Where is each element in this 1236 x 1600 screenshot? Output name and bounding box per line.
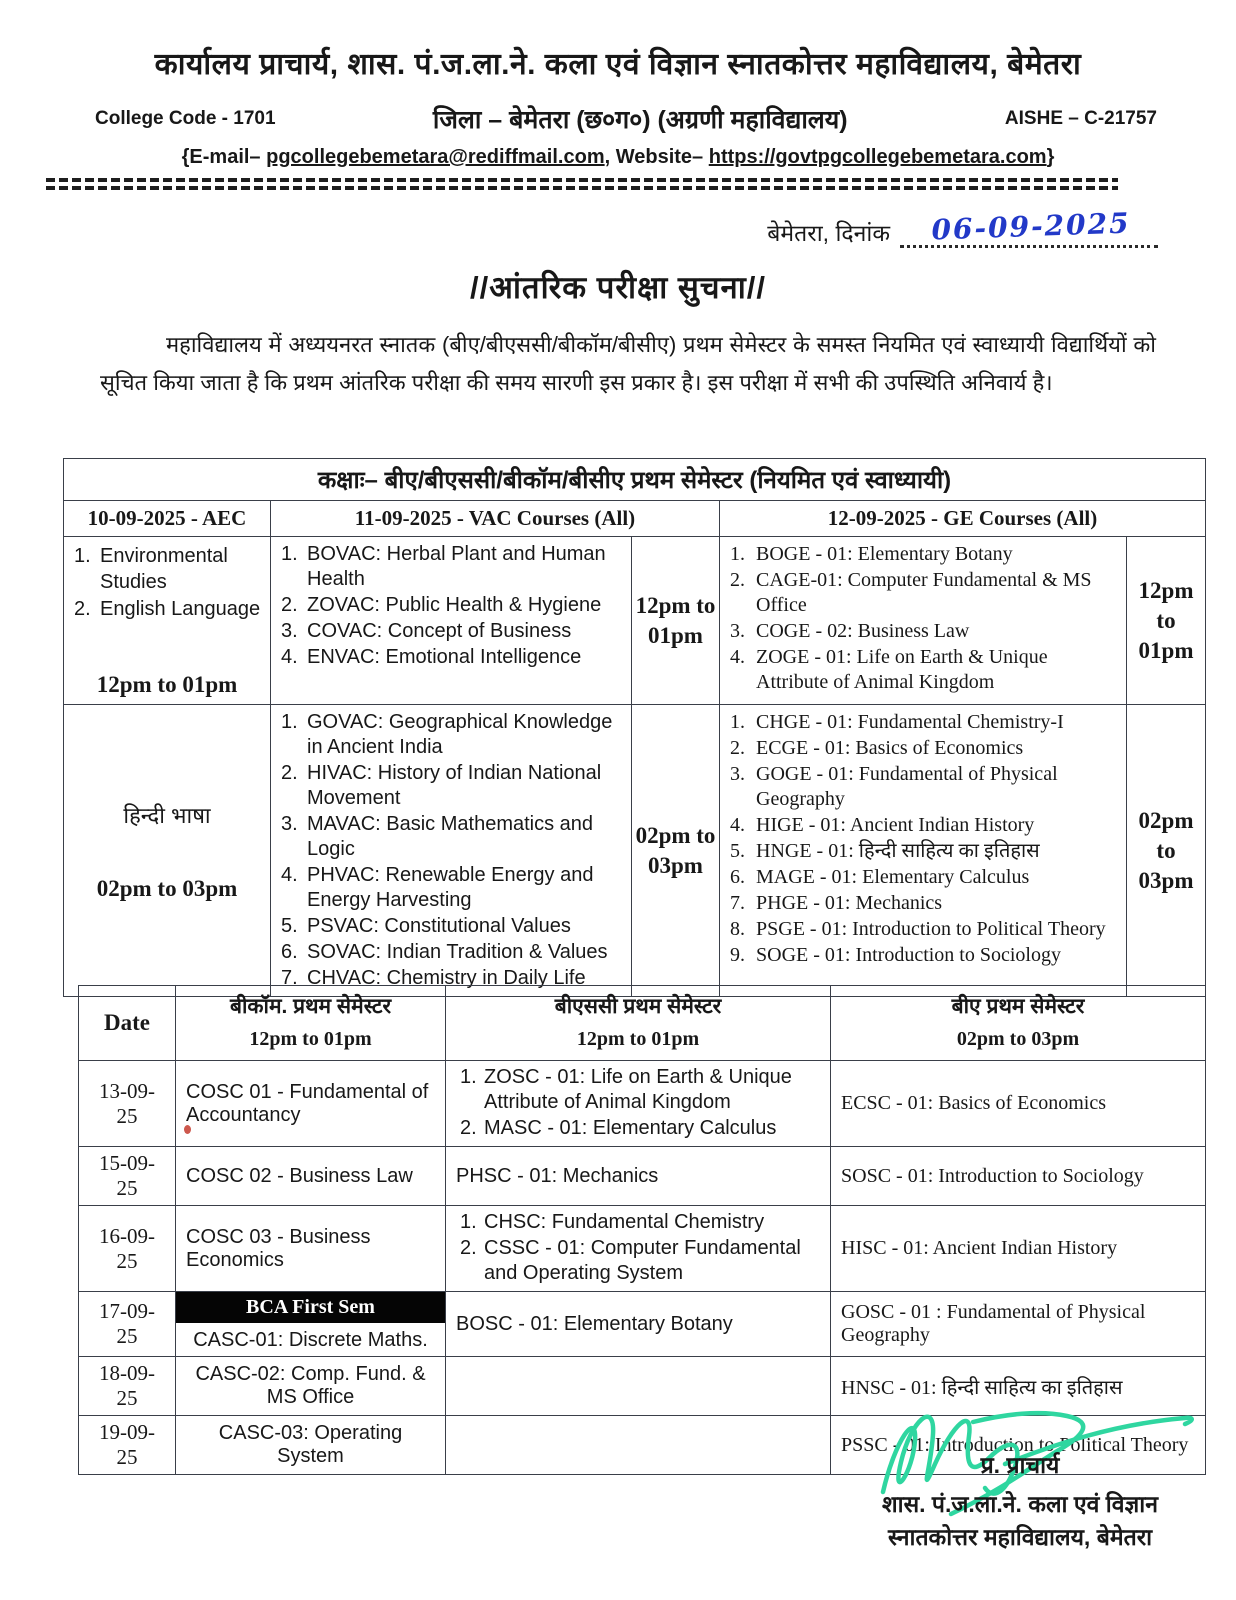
ge-courses-cell: [720, 537, 1127, 705]
hindi-subject-cell: [64, 705, 271, 997]
vac-time-cell-2: 02pm to 03pm: [632, 705, 720, 997]
ba-cell: ECSC - 01: Basics of Economics: [831, 1061, 1206, 1147]
ba-cell: HISC - 01: Ancient Indian History: [831, 1206, 1206, 1292]
bcom-cell: COSC 01 - Fundamental of Accountancy: [176, 1061, 446, 1147]
bca-first-sem-band: BCA First Sem: [176, 1292, 445, 1323]
list-item: CHSC: Fundamental Chemistry: [484, 1211, 765, 1233]
list-item: HIVAC: History of Indian National Movement: [307, 762, 602, 809]
vac-course-list: [275, 542, 627, 670]
list-item: SOVAC: Indian Tradition & Values: [307, 941, 608, 963]
bcom-cell: COSC 02 - Business Law: [176, 1147, 446, 1206]
ba-cell: GOSC - 01 : Fundamental of Physical Geography: [831, 1292, 1206, 1357]
row-date: 19-09-25: [79, 1416, 176, 1475]
list-item: CHVAC: Chemistry in Daily Life: [307, 967, 586, 989]
bsc-cell: [446, 1061, 831, 1147]
date-line: [767, 206, 1158, 248]
bsc-header-label: बीएससी प्रथम सेमेस्टर: [554, 995, 722, 1018]
email-text: pgcollegebemetara@rediffmail.com: [266, 146, 605, 168]
website-text: https://govtpgcollegebemetara.com: [708, 146, 1047, 168]
list-item: BOVAC: Herbal Plant and Human Health: [307, 543, 606, 590]
notice-title: //आंतरिक परीक्षा सुचना//: [470, 270, 766, 305]
ge-course-list-2: [724, 710, 1122, 968]
bsc-cell: BOSC - 01: Elementary Botany: [446, 1292, 831, 1357]
handwritten-date: 06-09-2025: [930, 206, 1132, 247]
list-item: ENVAC: Emotional Intelligence: [307, 646, 582, 668]
list-item: BOGE - 01: Elementary Botany: [756, 543, 1013, 565]
list-item: ZOVAC: Public Health & Hygiene: [307, 594, 602, 616]
bsc-cell: [446, 1357, 831, 1416]
list-item: ZOGE - 01: Life on Earth & Unique Attribute of Animal Kingdom: [756, 646, 1048, 693]
list-item: Environmental Studies: [100, 545, 228, 593]
date-dotted-line: [900, 206, 1158, 248]
vac-courses-cell: [271, 537, 632, 705]
bcom-header-label: बीकॉम. प्रथम सेमेस्टर: [229, 995, 392, 1018]
list-item: CAGE-01: Computer Fundamental & MS Office: [756, 569, 1092, 616]
table2-header-ba: [831, 986, 1206, 1061]
intro-paragraph: महाविद्यालय में अध्ययनरत स्नातक (बीए/बीएससी/बीकॉम/बीसीए) प्रथम सेमेस्टर के समस्त नियमित एवं स्वाध्यायी विद्यार्थियों को सूचित किया जाता है कि प्रथम आंतरिक परीक्षा की समय सारणी इस प्रकार है। इस परीक्षा में सभी की उपस्थिति अनिवार्य है।: [100, 332, 1156, 395]
list-item: COVAC: Concept of Business: [307, 620, 572, 642]
row-date: 15-09-25: [79, 1147, 176, 1206]
table2-header-bcom: [176, 986, 446, 1061]
list-item: CHGE - 01: Fundamental Chemistry-I: [756, 711, 1064, 733]
bsc-header-time: 12pm to 01pm: [576, 1028, 700, 1050]
bcom-header-time: 12pm to 01pm: [249, 1028, 372, 1050]
table1-title: कक्षाः– बीए/बीएससी/बीकॉम/बीसीए प्रथम सेमेस्टर (नियमित एवं स्वाध्यायी): [64, 459, 1206, 501]
signatory-org-line1: शास. पं.ज.ला.ने. कला एवं विज्ञान: [881, 1491, 1159, 1517]
list-item: PHVAC: Renewable Energy and Energy Harvesting: [307, 864, 594, 911]
bsc-cell: [446, 1206, 831, 1292]
table1-header-ge: 12-09-2025 - GE Courses (All): [720, 501, 1206, 537]
ba-header-label: बीए प्रथम सेमेस्टर: [951, 995, 1085, 1018]
list-item: GOGE - 01: Fundamental of Physical Geography: [756, 763, 1058, 810]
aec-time: 12pm to 01pm: [96, 672, 238, 697]
list-item: PHGE - 01: Mechanics: [756, 892, 943, 914]
vac-course-list-2: [275, 710, 627, 991]
signatory-org-line2: स्नातकोत्तर महाविद्यालय, बेमेतरा: [887, 1524, 1153, 1550]
contact-line: [0, 146, 1236, 169]
bcom-cell: COSC 03 - Business Economics: [176, 1206, 446, 1292]
table2-header-date: Date: [79, 986, 176, 1061]
list-item: PSVAC: Constitutional Values: [307, 915, 571, 937]
list-item: CSSC - 01: Computer Fundamental and Operating System: [484, 1237, 801, 1284]
row-date: 13-09-25: [79, 1061, 176, 1147]
ba-cell: PSSC - 01: Introduction to Political Theory: [831, 1416, 1206, 1475]
separator-line: [46, 178, 1118, 182]
hindi-subject-label: हिन्दी भाषा: [123, 802, 211, 828]
table-row: [79, 1061, 1206, 1147]
table1-header-aec: 10-09-2025 - AEC: [64, 501, 271, 537]
separator-line: [46, 186, 1118, 190]
district-line: जिला – बेमेतरा (छ०ग०) (अग्रणी महाविद्यालय): [432, 106, 848, 134]
aishe-code: AISHE – C-21757: [1004, 108, 1157, 129]
scan-artifact-mark: [184, 1125, 191, 1134]
ge-time-cell-2: 02pm to 03pm: [1127, 705, 1206, 997]
college-title: कार्यालय प्राचार्य, शास. पं.ज.ला.ने. कला एवं विज्ञान स्नातकोत्तर महाविद्यालय, बेमेतरा: [154, 48, 1082, 81]
ge-courses-cell-2: [720, 705, 1127, 997]
aec-courses-cell: [64, 537, 271, 705]
row-date: 18-09-25: [79, 1357, 176, 1416]
bsc-cell: PHSC - 01: Mechanics: [446, 1147, 831, 1206]
list-item: COGE - 02: Business Law: [756, 620, 970, 642]
contact-open: {E-mail–: [181, 146, 267, 168]
semester-schedule-table: [63, 458, 1206, 997]
signatory-designation: प्र. प्राचार्य: [980, 1452, 1060, 1478]
bsc-cell: [446, 1416, 831, 1475]
ge-time-cell: 12pm to 01pm: [1127, 537, 1206, 705]
bcom-cell: CASC-02: Comp. Fund. & MS Office: [176, 1357, 446, 1416]
bcom-cell: [176, 1292, 446, 1357]
row-date: 16-09-25: [79, 1206, 176, 1292]
bsc-course-list: [456, 1210, 820, 1286]
list-item: PSGE - 01: Introduction to Political Theory: [756, 918, 1106, 940]
aec-course-list: [68, 543, 266, 622]
table-row: [79, 1206, 1206, 1292]
list-item: SOGE - 01: Introduction to Sociology: [756, 944, 1061, 966]
signature-block: [820, 1448, 1220, 1554]
list-item: MAVAC: Basic Mathematics and Logic: [307, 813, 594, 860]
bcom-cell: CASC-03: Operating System: [176, 1416, 446, 1475]
college-code: College Code - 1701: [95, 108, 276, 129]
row-date: 17-09-25: [79, 1292, 176, 1357]
ba-header-time: 02pm to 03pm: [956, 1028, 1080, 1050]
table1-header-vac: 11-09-2025 - VAC Courses (All): [271, 501, 720, 537]
table2-header-bsc: [446, 986, 831, 1061]
list-item: GOVAC: Geographical Knowledge in Ancient India: [307, 711, 613, 758]
vac-courses-cell-2: [271, 705, 632, 997]
place-date-label: बेमेतरा, दिनांक: [767, 220, 890, 246]
list-item: English Language: [100, 598, 261, 620]
ge-course-list: [724, 542, 1122, 695]
bca-course: CASC-01: Discrete Maths.: [193, 1329, 428, 1351]
list-item: MASC - 01: Elementary Calculus: [484, 1117, 777, 1139]
ba-cell: HNSC - 01: हिन्दी साहित्य का इतिहास: [831, 1357, 1206, 1416]
contact-mid: , Website–: [604, 146, 709, 168]
list-item: HNGE - 01: हिन्दी साहित्य का इतिहास: [756, 840, 1040, 862]
bsc-course-list: [456, 1065, 820, 1141]
list-item: ZOSC - 01: Life on Earth & Unique Attribute of Animal Kingdom: [484, 1066, 792, 1113]
list-item: ECGE - 01: Basics of Economics: [756, 737, 1024, 759]
ba-cell: SOSC - 01: Introduction to Sociology: [831, 1147, 1206, 1206]
contact-close: }: [1046, 146, 1055, 168]
table-row: [79, 1147, 1206, 1206]
header-row: [95, 102, 1157, 136]
vac-time-cell: 12pm to 01pm: [632, 537, 720, 705]
hindi-time: 02pm to 03pm: [96, 875, 238, 901]
table-row: [79, 1292, 1206, 1357]
list-item: MAGE - 01: Elementary Calculus: [756, 866, 1030, 888]
list-item: HIGE - 01: Ancient Indian History: [756, 814, 1035, 836]
